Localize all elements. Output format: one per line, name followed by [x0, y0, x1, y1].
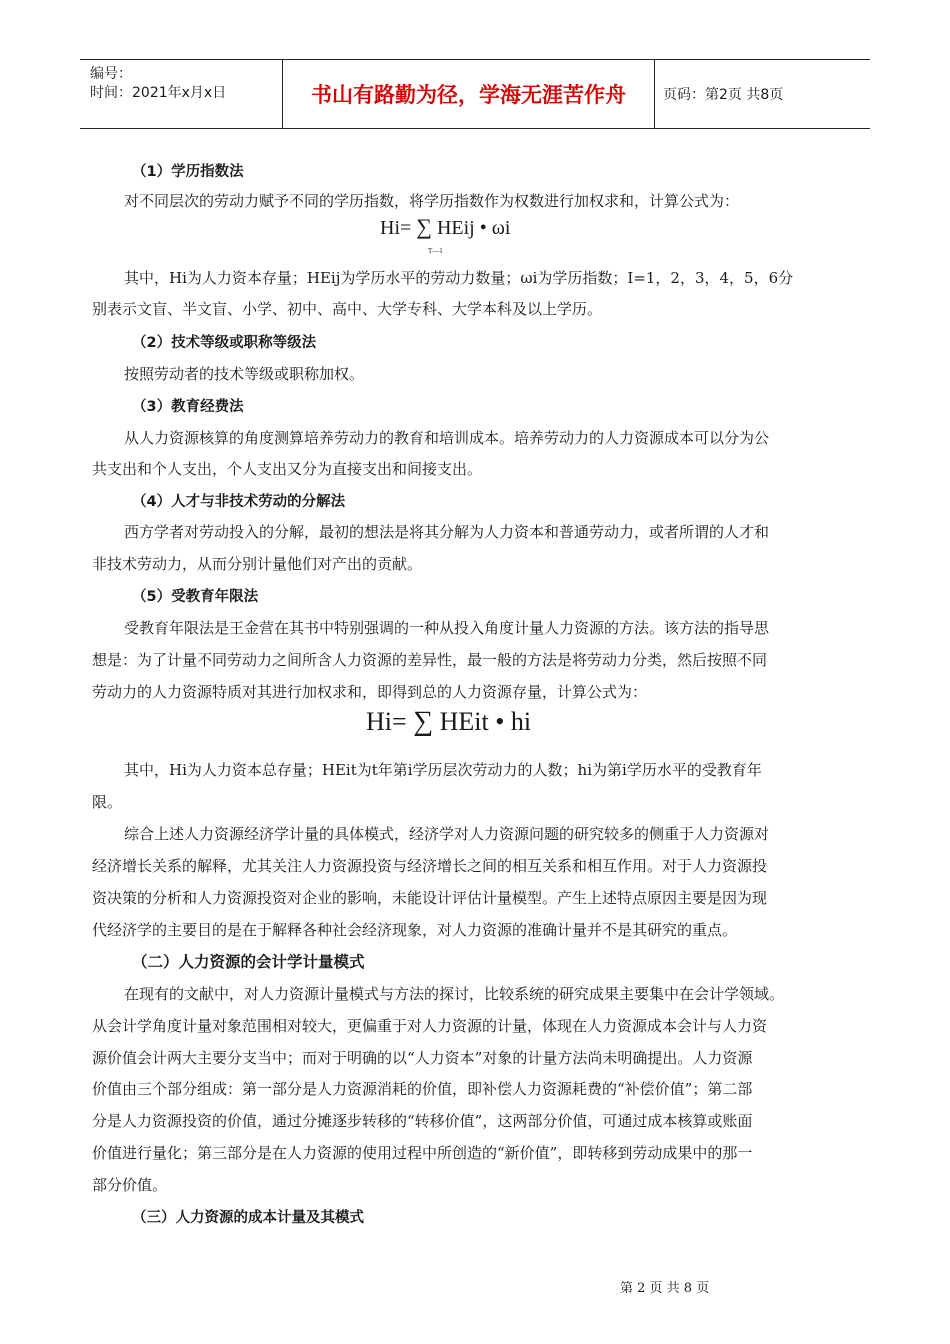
page-label: 页码：第2页 共8页 — [663, 87, 784, 103]
paragraph: 经济增长关系的解释，尤其关注人力资源投资与经济增长之间的相互关系和相互作用。对于人力资源投 — [92, 857, 768, 875]
paragraph: 受教育年限法是王金营在其书中特别强调的一种从投入角度计量人力资源的方法。该方法的指导思 — [124, 619, 770, 637]
formula-1-rhs: HEij • ωi — [436, 217, 511, 239]
paragraph: 价值由三个部分组成：第一部分是人力资源消耗的价值，即补偿人力资源耗费的“补偿价值”；第二部 — [92, 1080, 753, 1098]
paragraph: 按照劳动者的技术等级或职称加权。 — [124, 365, 365, 383]
heading-4: （4）人才与非技术劳动的分解法 — [132, 494, 346, 510]
heading-7: （三）人力资源的成本计量及其模式 — [132, 1210, 364, 1226]
paragraph: 价值进行量化；第三部分是在人力资源的使用过程中所创造的“新价值”，即转移到劳动成果中的那一 — [92, 1144, 753, 1162]
sum-symbol: ∑ — [416, 214, 432, 239]
number-label: 编号： — [90, 66, 132, 82]
page-footer: 第 2 页 共 8 页 — [620, 1281, 710, 1296]
sum-symbol: ∑ — [413, 706, 434, 737]
paragraph: 别表示文盲、半文盲、小学、初中、高中、大学专科、大学本科及以上学历。 — [92, 300, 603, 318]
heading-3: （3）教育经费法 — [132, 399, 244, 415]
formula-2 — [366, 706, 531, 738]
paragraph: 想是：为了计量不同劳动力之间所含人力资源的差异性，最一般的方法是将劳动力分类，然后按照不同 — [92, 651, 768, 669]
formula-2-lhs: Hi= — [366, 707, 407, 736]
motto: 书山有路勤为径，学海无涯苦作舟 — [311, 83, 626, 107]
paragraph: 对不同层次的劳动力赋予不同的学历指数，将学历指数作为权数进行加权求和，计算公式为： — [124, 192, 740, 210]
paragraph: 西方学者对劳动投入的分解，最初的想法是将其分解为人力资本和普通劳动力，或者所谓的人才和 — [124, 523, 770, 541]
paragraph: 非技术劳动力，从而分别计量他们对产出的贡献。 — [92, 555, 423, 573]
paragraph: 共支出和个人支出，个人支出又分为直接支出和间接支出。 — [92, 460, 483, 478]
heading-1: （1）学历指数法 — [132, 164, 244, 180]
paragraph: 源价值会计两大主要分支当中；而对于明确的以“人力资本”对象的计量方法尚未明确提出。人力资源 — [92, 1049, 753, 1067]
paragraph: 从会计学角度计量对象范围相对较大，更偏重于对人力资源的计量，体现在人力资源成本会计与人力资 — [92, 1017, 768, 1035]
paragraph: 分是人力资源投资的价值，通过分摊逐步转移的“转移价值”，这两部分价值，可通过成本核算或账面 — [92, 1112, 753, 1130]
paragraph: 其中，Hi为人力资本总存量；HEit为t年第i学历层次劳动力的人数；hi为第i学历水平的受教育年 — [124, 761, 762, 779]
paragraph: 限。 — [92, 793, 123, 811]
heading-6: （二）人力资源的会计学计量模式 — [132, 953, 365, 971]
header-info — [80, 60, 282, 128]
paragraph: 代经济学的主要目的是在于解释各种社会经济现象，对人力资源的准确计量并不是其研究的重点。 — [92, 921, 738, 939]
paragraph: 从人力资源核算的角度测算培养劳动力的教育和培训成本。培养劳动力的人力资源成本可以分为公 — [124, 429, 770, 447]
paragraph: 其中，Hi为人力资本存量；HEij为学历水平的劳动力数量；ωi为学历指数；I=1，2，3，4，5，6分 — [124, 269, 794, 287]
formula-1-lhs: Hi= — [380, 217, 412, 239]
sum-limit: T—1 — [428, 247, 443, 255]
paragraph: 综合上述人力资源经济学计量的具体模式，经济学对人力资源问题的研究较多的侧重于人力资源对 — [124, 825, 770, 843]
formula-1 — [380, 214, 510, 240]
heading-5: （5）受教育年限法 — [132, 589, 259, 605]
heading-2: （2）技术等级或职称等级法 — [132, 335, 317, 351]
paragraph: 在现有的文献中，对人力资源计量模式与方法的探讨，比较系统的研究成果主要集中在会计学领域。 — [124, 985, 785, 1003]
date-label: 时间：2021年x月x日 — [90, 85, 227, 101]
paragraph: 劳动力的人力资源特质对其进行加权求和，即得到总的人力资源存量，计算公式为： — [92, 683, 648, 701]
paragraph: 资决策的分析和人力资源投资对企业的影响，未能设计评估计量模型。产生上述特点原因主要是因为现 — [92, 889, 768, 907]
formula-2-rhs: HEit • hi — [439, 707, 532, 736]
header-motto-cell — [282, 60, 655, 128]
page-header — [80, 59, 870, 129]
paragraph: 部分价值。 — [92, 1176, 168, 1194]
